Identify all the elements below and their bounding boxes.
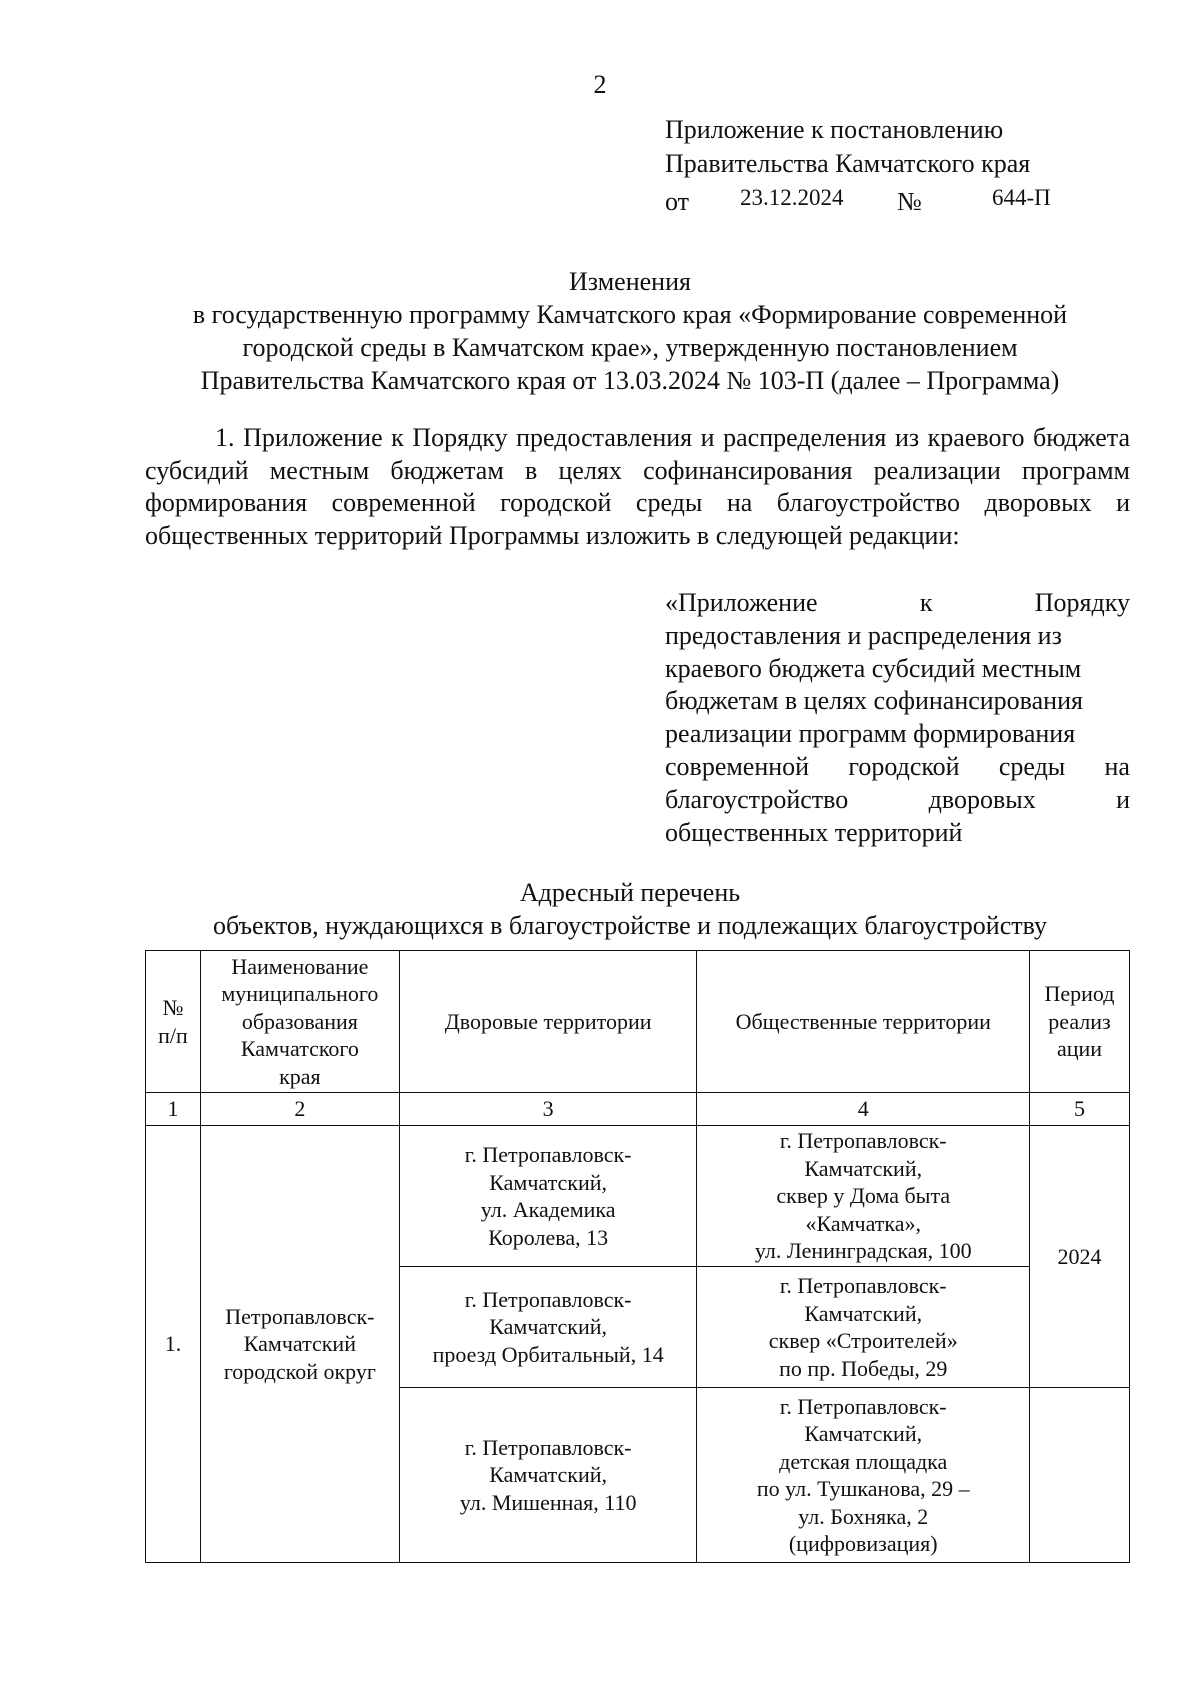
cell-line: г. Петропавловск- [464,1286,632,1312]
public-cell [697,1267,1030,1388]
cell-line: (цифровизация) [788,1531,938,1556]
column-number: 1 [146,1093,201,1126]
header-text: Период [1044,981,1115,1007]
approval-date: 23.12.2024 [740,185,844,210]
cell-line: «Камчатка», [805,1210,922,1236]
header-text: реализ [1048,1008,1111,1034]
cell-line: Камчатский [243,1331,356,1357]
annex-word: среды [998,751,1066,781]
annex-row-6 [665,751,1130,784]
annex-row-4: бюджетам в целях софинансирования [665,686,1083,716]
column-number: 2 [200,1093,399,1126]
list-title [130,876,1130,942]
title-line-1: в государственную программу Камчатского края «Формирование современной [192,300,1068,329]
column-number-row [146,1093,1130,1126]
header-text: края [279,1063,321,1089]
header-text: ации [1056,1036,1103,1062]
cell-line: ул. Ленинградская, 100 [754,1238,972,1264]
column-number: 4 [697,1093,1030,1126]
cell-line: детская площадка [779,1448,948,1474]
cell-line: по ул. Тушканова, 29 – [756,1476,970,1501]
address-list-table [145,950,1130,1563]
header-num [146,951,201,1093]
paragraph-1 [145,422,1130,552]
header-yards: Дворовые территории [399,951,697,1093]
header-text: п/п [158,1022,188,1048]
header-text: муниципального [221,981,379,1007]
cell-line: сквер «Строителей» [768,1328,958,1353]
header-public: Общественные территории [697,951,1030,1093]
yard-cell [399,1267,697,1388]
cell-line: по пр. Победы, 29 [779,1355,948,1381]
cell-line: проезд Орбитальный, 14 [432,1341,664,1367]
paragraph-number: 1. [215,423,235,452]
annex-word: дворовых [928,784,1036,814]
approval-line-1: Приложение к постановлению [665,115,1004,144]
row-period: 2024 [1030,1126,1130,1388]
title-line-3: Правительства Камчатского края от 13.03.2024 № 103-П (далее – Программа) [200,366,1060,395]
cell-line: сквер у Дома быта [776,1183,951,1209]
cell-line: Петропавловск- [225,1303,375,1329]
approval-date-line [665,181,1085,215]
empty-period-cell [1030,1388,1130,1563]
list-title-line-2: объектов, нуждающихся в благоустройстве и подлежащих благоустройству [213,911,1047,940]
annex-row-5: реализации программ формирования [665,719,1076,749]
public-cell [697,1126,1030,1267]
title-heading: Изменения [569,267,691,296]
annex-row-7 [665,784,1130,817]
cell-line: ул. Мишенная, 110 [459,1489,637,1515]
cell-line: Камчатский, [804,1155,923,1181]
paragraph-text: Приложение к Порядку предоставления и распределения из краевого бюджета субсидий местным бюджетам в целях софинансирования реализации программ формирования современной городской среды на благоустройство дворовых и общественных территорий Программы изложить в следующей редакции: [145,423,1130,550]
annex-word: благоустройство [665,784,849,814]
header-text: № [162,995,184,1020]
header-period [1030,951,1130,1093]
annex-word: городской [848,751,960,781]
cell-line: г. Петропавловск- [464,1142,632,1167]
row-municipality [200,1126,399,1563]
from-label: от [665,187,690,216]
annex-reference [665,587,1130,849]
approval-block [665,113,1085,215]
cell-line: г. Петропавловск- [779,1273,947,1298]
page-number: 2 [593,70,607,99]
table-row [146,1126,1130,1267]
annex-row-8: общественных территорий [665,817,963,847]
annex-word: Порядку [1034,588,1130,617]
annex-row-1 [665,587,1130,620]
approval-line-2: Правительства Камчатского края [665,149,1031,178]
annex-row-2: предоставления и распределения из [665,620,1062,650]
annex-word: и [1116,784,1130,814]
annex-word: на [1104,751,1130,781]
cell-line: ул. Академика [480,1197,616,1222]
row-number: 1. [146,1126,201,1563]
annex-word: к [919,588,933,617]
title-line-2: городской среды в Камчатском крае», утвержденную постановлением [242,333,1018,362]
approval-number: 644-П [992,185,1051,210]
header-text: Наименование [231,953,369,979]
cell-line: Камчатский, [804,1300,923,1326]
cell-line: городской округ [223,1358,376,1384]
number-label: № [897,187,922,216]
column-number: 5 [1030,1093,1130,1126]
cell-line: г. Петропавловск- [464,1434,632,1460]
yard-cell [399,1126,697,1267]
column-number: 3 [399,1093,697,1126]
cell-line: Камчатский, [489,1314,607,1340]
cell-line: г. Петропавловск- [779,1128,947,1154]
cell-line: г. Петропавловск- [779,1393,947,1419]
header-municipality [200,951,399,1093]
header-text: образования [241,1008,358,1034]
cell-line: ул. Бохняка, 2 [798,1503,929,1529]
cell-line: Камчатский, [489,1462,607,1488]
annex-word: современной [665,751,810,781]
table-header-row [146,951,1130,1093]
cell-line: Королева, 13 [488,1224,609,1250]
cell-line: Камчатский, [804,1421,923,1446]
annex-word: «Приложение [665,588,818,617]
cell-line: Камчатский, [489,1169,607,1195]
yard-cell [399,1388,697,1563]
list-title-line-1: Адресный перечень [519,878,741,907]
public-cell [697,1388,1030,1563]
document-title [130,265,1130,397]
annex-row-3: краевого бюджета субсидий местным [665,653,1082,683]
header-text: Камчатского [240,1036,359,1062]
